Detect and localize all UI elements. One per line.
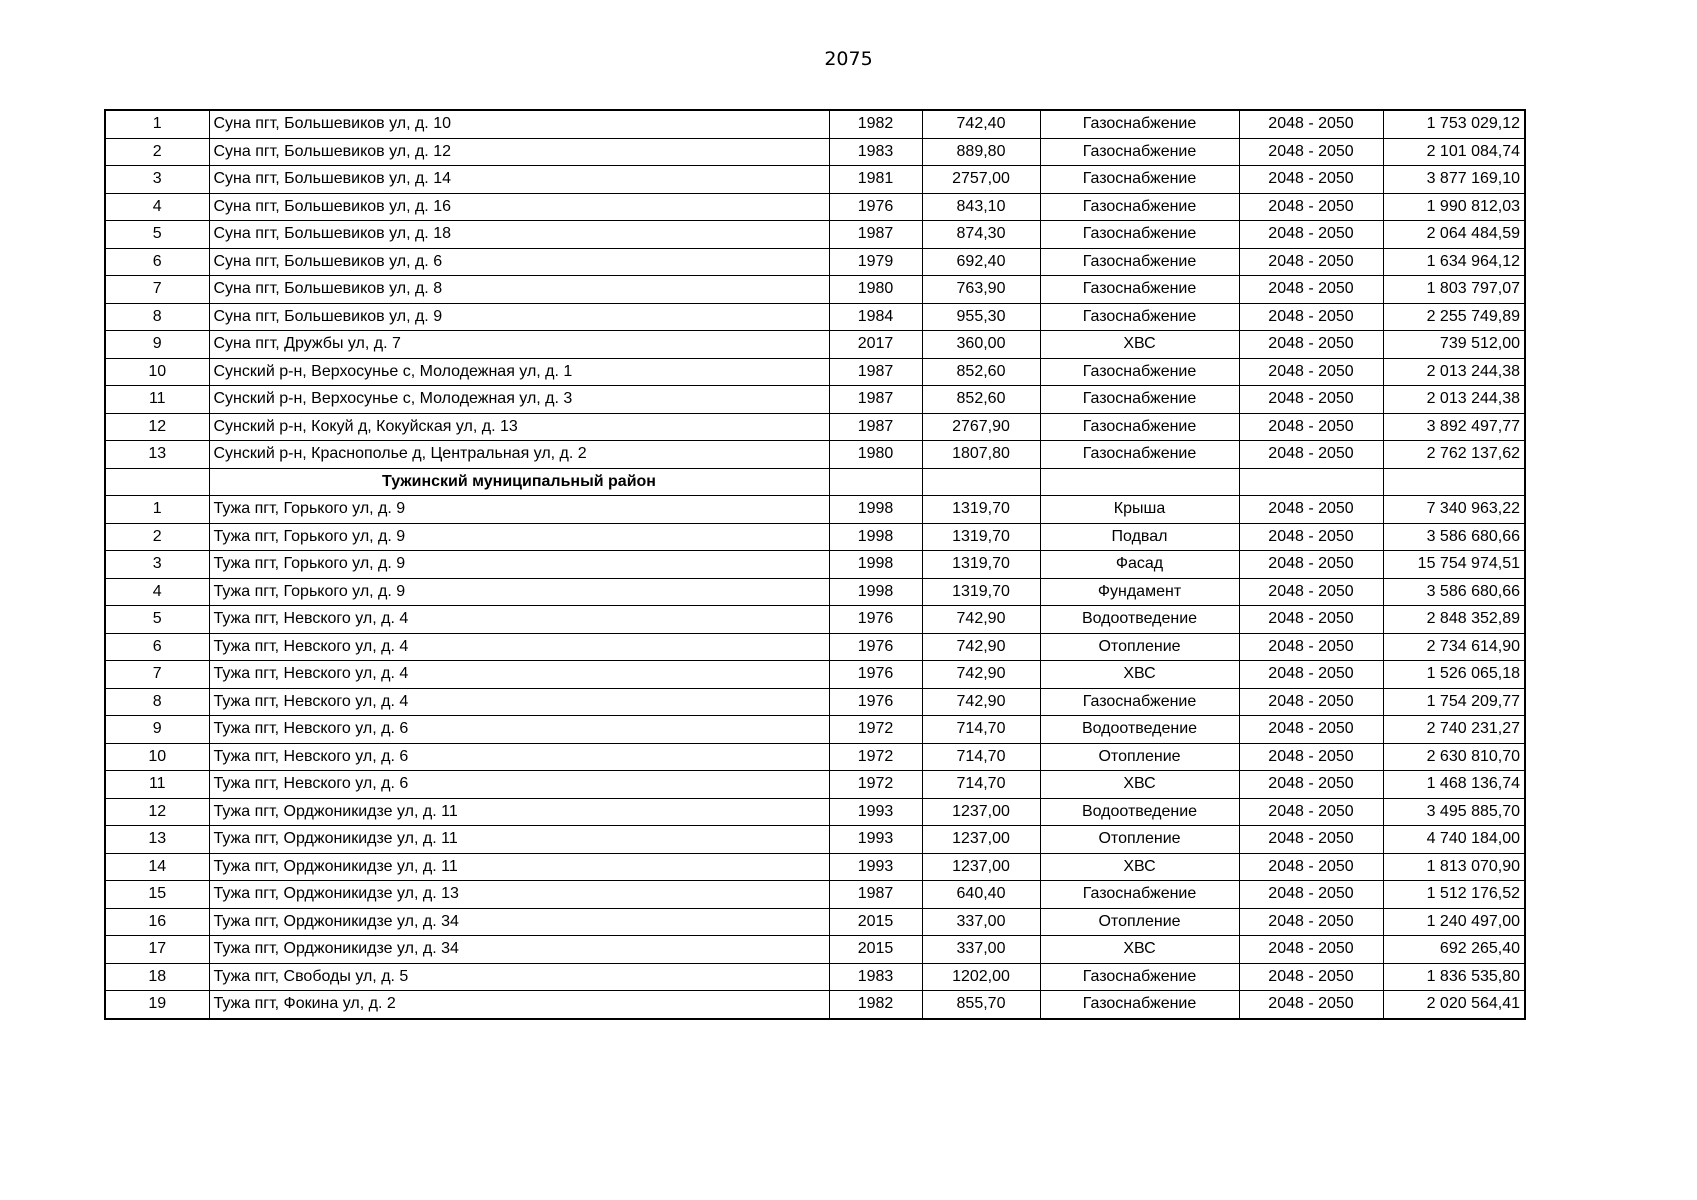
work-type-cell: Газоснабжение xyxy=(1040,221,1239,249)
table-row xyxy=(105,193,1525,221)
period-cell: 2048 - 2050 xyxy=(1239,166,1383,194)
table-row xyxy=(105,908,1525,936)
area-cell: 714,70 xyxy=(922,743,1040,771)
year-cell: 1980 xyxy=(829,276,922,304)
cost-cell: 1 526 065,18 xyxy=(1383,661,1525,689)
cost-cell: 2 013 244,38 xyxy=(1383,358,1525,386)
row-number: 3 xyxy=(105,551,209,579)
row-number: 9 xyxy=(105,331,209,359)
row-number: 1 xyxy=(105,110,209,138)
period-cell: 2048 - 2050 xyxy=(1239,551,1383,579)
row-number: 12 xyxy=(105,413,209,441)
work-type-cell: Отопление xyxy=(1040,743,1239,771)
cost-cell: 3 877 169,10 xyxy=(1383,166,1525,194)
cost-cell: 692 265,40 xyxy=(1383,936,1525,964)
year-cell: 2017 xyxy=(829,331,922,359)
period-cell: 2048 - 2050 xyxy=(1239,221,1383,249)
address-cell: Тужа пгт, Невского ул, д. 6 xyxy=(209,771,829,799)
area-cell: 874,30 xyxy=(922,221,1040,249)
table-row xyxy=(105,441,1525,469)
section-title: Тужинский муниципальный район xyxy=(209,468,829,496)
address-cell: Тужа пгт, Орджоникидзе ул, д. 34 xyxy=(209,936,829,964)
work-type-cell: ХВС xyxy=(1040,331,1239,359)
table-row xyxy=(105,963,1525,991)
work-type-cell: Водоотведение xyxy=(1040,798,1239,826)
work-type-cell: Водоотведение xyxy=(1040,716,1239,744)
area-cell: 843,10 xyxy=(922,193,1040,221)
row-number: 9 xyxy=(105,716,209,744)
year-cell: 1980 xyxy=(829,441,922,469)
table-row xyxy=(105,386,1525,414)
address-cell: Суна пгт, Большевиков ул, д. 8 xyxy=(209,276,829,304)
row-number: 8 xyxy=(105,688,209,716)
address-cell: Тужа пгт, Невского ул, д. 4 xyxy=(209,606,829,634)
period-cell: 2048 - 2050 xyxy=(1239,661,1383,689)
cost-cell: 2 020 564,41 xyxy=(1383,991,1525,1019)
work-type-cell: Газоснабжение xyxy=(1040,276,1239,304)
table-row xyxy=(105,358,1525,386)
work-type-cell: Газоснабжение xyxy=(1040,386,1239,414)
cost-cell: 3 495 885,70 xyxy=(1383,798,1525,826)
period-cell: 2048 - 2050 xyxy=(1239,633,1383,661)
area-cell: 1202,00 xyxy=(922,963,1040,991)
row-number: 14 xyxy=(105,853,209,881)
table-row xyxy=(105,110,1525,138)
table-row xyxy=(105,743,1525,771)
period-cell: 2048 - 2050 xyxy=(1239,991,1383,1019)
year-cell: 2015 xyxy=(829,936,922,964)
period-cell: 2048 - 2050 xyxy=(1239,578,1383,606)
work-type-cell: Газоснабжение xyxy=(1040,138,1239,166)
row-number: 10 xyxy=(105,358,209,386)
cost-cell xyxy=(1383,468,1525,496)
year-cell: 1976 xyxy=(829,606,922,634)
period-cell: 2048 - 2050 xyxy=(1239,936,1383,964)
row-number: 3 xyxy=(105,166,209,194)
address-cell: Тужа пгт, Фокина ул, д. 2 xyxy=(209,991,829,1019)
area-cell: 852,60 xyxy=(922,358,1040,386)
row-number xyxy=(105,468,209,496)
address-cell: Сунский р-н, Кокуй д, Кокуйская ул, д. 13 xyxy=(209,413,829,441)
row-number: 5 xyxy=(105,221,209,249)
row-number: 4 xyxy=(105,193,209,221)
row-number: 17 xyxy=(105,936,209,964)
cost-cell: 1 813 070,90 xyxy=(1383,853,1525,881)
row-number: 1 xyxy=(105,496,209,524)
year-cell: 1979 xyxy=(829,248,922,276)
period-cell: 2048 - 2050 xyxy=(1239,496,1383,524)
area-cell: 742,90 xyxy=(922,606,1040,634)
year-cell: 1976 xyxy=(829,633,922,661)
address-cell: Суна пгт, Большевиков ул, д. 14 xyxy=(209,166,829,194)
year-cell: 1981 xyxy=(829,166,922,194)
table-row xyxy=(105,798,1525,826)
row-number: 19 xyxy=(105,991,209,1019)
area-cell: 1237,00 xyxy=(922,826,1040,854)
work-type-cell: Газоснабжение xyxy=(1040,248,1239,276)
area-cell: 337,00 xyxy=(922,908,1040,936)
table-row xyxy=(105,991,1525,1019)
row-number: 18 xyxy=(105,963,209,991)
cost-cell: 2 101 084,74 xyxy=(1383,138,1525,166)
period-cell: 2048 - 2050 xyxy=(1239,523,1383,551)
year-cell: 1984 xyxy=(829,303,922,331)
year-cell: 1983 xyxy=(829,138,922,166)
row-number: 5 xyxy=(105,606,209,634)
cost-cell: 1 990 812,03 xyxy=(1383,193,1525,221)
work-type-cell: Газоснабжение xyxy=(1040,110,1239,138)
work-type-cell: Газоснабжение xyxy=(1040,166,1239,194)
area-cell: 1319,70 xyxy=(922,496,1040,524)
table-row xyxy=(105,331,1525,359)
address-cell: Тужа пгт, Орджоникидзе ул, д. 13 xyxy=(209,881,829,909)
work-type-cell: Фундамент xyxy=(1040,578,1239,606)
period-cell: 2048 - 2050 xyxy=(1239,441,1383,469)
year-cell: 1972 xyxy=(829,743,922,771)
period-cell xyxy=(1239,468,1383,496)
address-cell: Суна пгт, Дружбы ул, д. 7 xyxy=(209,331,829,359)
year-cell: 1987 xyxy=(829,881,922,909)
period-cell: 2048 - 2050 xyxy=(1239,881,1383,909)
cost-cell: 1 754 209,77 xyxy=(1383,688,1525,716)
row-number: 8 xyxy=(105,303,209,331)
table-row xyxy=(105,826,1525,854)
area-cell: 763,90 xyxy=(922,276,1040,304)
year-cell: 1987 xyxy=(829,413,922,441)
address-cell: Тужа пгт, Невского ул, д. 4 xyxy=(209,661,829,689)
page-number: 2075 xyxy=(824,48,873,70)
table-row xyxy=(105,166,1525,194)
area-cell: 337,00 xyxy=(922,936,1040,964)
table-row xyxy=(105,716,1525,744)
registry-body xyxy=(105,110,1525,1019)
table-row xyxy=(105,578,1525,606)
period-cell: 2048 - 2050 xyxy=(1239,853,1383,881)
row-number: 10 xyxy=(105,743,209,771)
cost-cell: 2 734 614,90 xyxy=(1383,633,1525,661)
work-type-cell: Газоснабжение xyxy=(1040,413,1239,441)
area-cell: 714,70 xyxy=(922,771,1040,799)
cost-cell: 4 740 184,00 xyxy=(1383,826,1525,854)
table-row xyxy=(105,413,1525,441)
period-cell: 2048 - 2050 xyxy=(1239,963,1383,991)
work-type-cell: Газоснабжение xyxy=(1040,688,1239,716)
address-cell: Тужа пгт, Невского ул, д. 6 xyxy=(209,743,829,771)
work-type-cell: Отопление xyxy=(1040,826,1239,854)
table-row xyxy=(105,221,1525,249)
area-cell: 742,90 xyxy=(922,633,1040,661)
year-cell: 1983 xyxy=(829,963,922,991)
year-cell: 1987 xyxy=(829,358,922,386)
section-header-row xyxy=(105,468,1525,496)
row-number: 13 xyxy=(105,826,209,854)
period-cell: 2048 - 2050 xyxy=(1239,303,1383,331)
table-row xyxy=(105,661,1525,689)
year-cell: 1976 xyxy=(829,193,922,221)
cost-cell: 2 013 244,38 xyxy=(1383,386,1525,414)
cost-cell: 1 634 964,12 xyxy=(1383,248,1525,276)
address-cell: Суна пгт, Большевиков ул, д. 16 xyxy=(209,193,829,221)
year-cell: 1993 xyxy=(829,798,922,826)
area-cell: 742,90 xyxy=(922,661,1040,689)
address-cell: Тужа пгт, Горького ул, д. 9 xyxy=(209,523,829,551)
address-cell: Тужа пгт, Невского ул, д. 6 xyxy=(209,716,829,744)
year-cell: 1987 xyxy=(829,221,922,249)
row-number: 2 xyxy=(105,138,209,166)
row-number: 13 xyxy=(105,441,209,469)
table-row xyxy=(105,523,1525,551)
area-cell: 742,90 xyxy=(922,688,1040,716)
table-row xyxy=(105,138,1525,166)
work-type-cell: Подвал xyxy=(1040,523,1239,551)
year-cell: 1976 xyxy=(829,661,922,689)
row-number: 4 xyxy=(105,578,209,606)
table-row xyxy=(105,496,1525,524)
year-cell: 1972 xyxy=(829,716,922,744)
period-cell: 2048 - 2050 xyxy=(1239,826,1383,854)
work-type-cell xyxy=(1040,468,1239,496)
table-row xyxy=(105,771,1525,799)
address-cell: Тужа пгт, Орджоникидзе ул, д. 11 xyxy=(209,826,829,854)
period-cell: 2048 - 2050 xyxy=(1239,276,1383,304)
row-number: 2 xyxy=(105,523,209,551)
row-number: 11 xyxy=(105,771,209,799)
year-cell: 1993 xyxy=(829,826,922,854)
table-row xyxy=(105,276,1525,304)
area-cell: 742,40 xyxy=(922,110,1040,138)
cost-cell: 3 586 680,66 xyxy=(1383,578,1525,606)
address-cell: Тужа пгт, Невского ул, д. 4 xyxy=(209,688,829,716)
area-cell: 955,30 xyxy=(922,303,1040,331)
period-cell: 2048 - 2050 xyxy=(1239,716,1383,744)
work-type-cell: ХВС xyxy=(1040,853,1239,881)
work-type-cell: Газоснабжение xyxy=(1040,991,1239,1019)
address-cell: Тужа пгт, Орджоникидзе ул, д. 11 xyxy=(209,798,829,826)
address-cell: Тужа пгт, Орджоникидзе ул, д. 11 xyxy=(209,853,829,881)
area-cell: 1319,70 xyxy=(922,523,1040,551)
cost-cell: 2 762 137,62 xyxy=(1383,441,1525,469)
work-type-cell: Газоснабжение xyxy=(1040,303,1239,331)
cost-cell: 1 240 497,00 xyxy=(1383,908,1525,936)
period-cell: 2048 - 2050 xyxy=(1239,110,1383,138)
table-row xyxy=(105,606,1525,634)
area-cell: 1319,70 xyxy=(922,578,1040,606)
cost-cell: 3 892 497,77 xyxy=(1383,413,1525,441)
work-type-cell: Газоснабжение xyxy=(1040,963,1239,991)
row-number: 16 xyxy=(105,908,209,936)
work-type-cell: Газоснабжение xyxy=(1040,358,1239,386)
registry-table xyxy=(104,109,1526,1020)
address-cell: Тужа пгт, Невского ул, д. 4 xyxy=(209,633,829,661)
table-row xyxy=(105,936,1525,964)
table-row xyxy=(105,881,1525,909)
address-cell: Суна пгт, Большевиков ул, д. 9 xyxy=(209,303,829,331)
area-cell: 855,70 xyxy=(922,991,1040,1019)
address-cell: Сунский р-н, Верхосунье с, Молодежная ул, д. 1 xyxy=(209,358,829,386)
address-cell: Суна пгт, Большевиков ул, д. 12 xyxy=(209,138,829,166)
year-cell xyxy=(829,468,922,496)
cost-cell: 2 740 231,27 xyxy=(1383,716,1525,744)
cost-cell: 1 512 176,52 xyxy=(1383,881,1525,909)
year-cell: 1998 xyxy=(829,523,922,551)
work-type-cell: Отопление xyxy=(1040,633,1239,661)
cost-cell: 2 630 810,70 xyxy=(1383,743,1525,771)
period-cell: 2048 - 2050 xyxy=(1239,138,1383,166)
period-cell: 2048 - 2050 xyxy=(1239,386,1383,414)
period-cell: 2048 - 2050 xyxy=(1239,798,1383,826)
year-cell: 1998 xyxy=(829,551,922,579)
work-type-cell: Газоснабжение xyxy=(1040,441,1239,469)
address-cell: Тужа пгт, Горького ул, д. 9 xyxy=(209,496,829,524)
table-row xyxy=(105,853,1525,881)
period-cell: 2048 - 2050 xyxy=(1239,771,1383,799)
cost-cell: 2 848 352,89 xyxy=(1383,606,1525,634)
cost-cell: 15 754 974,51 xyxy=(1383,551,1525,579)
area-cell: 2767,90 xyxy=(922,413,1040,441)
row-number: 6 xyxy=(105,633,209,661)
area-cell: 1319,70 xyxy=(922,551,1040,579)
work-type-cell: ХВС xyxy=(1040,661,1239,689)
table-row xyxy=(105,303,1525,331)
row-number: 15 xyxy=(105,881,209,909)
area-cell: 714,70 xyxy=(922,716,1040,744)
area-cell: 1237,00 xyxy=(922,853,1040,881)
address-cell: Тужа пгт, Горького ул, д. 9 xyxy=(209,551,829,579)
address-cell: Тужа пгт, Горького ул, д. 9 xyxy=(209,578,829,606)
area-cell: 1807,80 xyxy=(922,441,1040,469)
work-type-cell: Отопление xyxy=(1040,908,1239,936)
cost-cell: 3 586 680,66 xyxy=(1383,523,1525,551)
period-cell: 2048 - 2050 xyxy=(1239,688,1383,716)
row-number: 11 xyxy=(105,386,209,414)
address-cell: Суна пгт, Большевиков ул, д. 6 xyxy=(209,248,829,276)
work-type-cell: Газоснабжение xyxy=(1040,193,1239,221)
area-cell: 889,80 xyxy=(922,138,1040,166)
address-cell: Сунский р-н, Краснополье д, Центральная ул, д. 2 xyxy=(209,441,829,469)
work-type-cell: ХВС xyxy=(1040,936,1239,964)
area-cell: 640,40 xyxy=(922,881,1040,909)
address-cell: Суна пгт, Большевиков ул, д. 10 xyxy=(209,110,829,138)
table-row xyxy=(105,248,1525,276)
period-cell: 2048 - 2050 xyxy=(1239,606,1383,634)
cost-cell: 1 836 535,80 xyxy=(1383,963,1525,991)
table-row xyxy=(105,551,1525,579)
period-cell: 2048 - 2050 xyxy=(1239,908,1383,936)
work-type-cell: Водоотведение xyxy=(1040,606,1239,634)
cost-cell: 7 340 963,22 xyxy=(1383,496,1525,524)
area-cell: 1237,00 xyxy=(922,798,1040,826)
cost-cell: 1 803 797,07 xyxy=(1383,276,1525,304)
table-row xyxy=(105,633,1525,661)
area-cell xyxy=(922,468,1040,496)
work-type-cell: Фасад xyxy=(1040,551,1239,579)
work-type-cell: ХВС xyxy=(1040,771,1239,799)
row-number: 12 xyxy=(105,798,209,826)
work-type-cell: Газоснабжение xyxy=(1040,881,1239,909)
period-cell: 2048 - 2050 xyxy=(1239,331,1383,359)
area-cell: 852,60 xyxy=(922,386,1040,414)
year-cell: 1972 xyxy=(829,771,922,799)
period-cell: 2048 - 2050 xyxy=(1239,193,1383,221)
year-cell: 1982 xyxy=(829,110,922,138)
year-cell: 1998 xyxy=(829,578,922,606)
cost-cell: 1 468 136,74 xyxy=(1383,771,1525,799)
period-cell: 2048 - 2050 xyxy=(1239,248,1383,276)
table-row xyxy=(105,688,1525,716)
row-number: 7 xyxy=(105,661,209,689)
cost-cell: 1 753 029,12 xyxy=(1383,110,1525,138)
area-cell: 360,00 xyxy=(922,331,1040,359)
address-cell: Сунский р-н, Верхосунье с, Молодежная ул, д. 3 xyxy=(209,386,829,414)
row-number: 6 xyxy=(105,248,209,276)
year-cell: 1987 xyxy=(829,386,922,414)
area-cell: 2757,00 xyxy=(922,166,1040,194)
period-cell: 2048 - 2050 xyxy=(1239,743,1383,771)
address-cell: Суна пгт, Большевиков ул, д. 18 xyxy=(209,221,829,249)
year-cell: 1993 xyxy=(829,853,922,881)
period-cell: 2048 - 2050 xyxy=(1239,358,1383,386)
year-cell: 1982 xyxy=(829,991,922,1019)
year-cell: 1976 xyxy=(829,688,922,716)
year-cell: 2015 xyxy=(829,908,922,936)
address-cell: Тужа пгт, Орджоникидзе ул, д. 34 xyxy=(209,908,829,936)
period-cell: 2048 - 2050 xyxy=(1239,413,1383,441)
year-cell: 1998 xyxy=(829,496,922,524)
cost-cell: 2 255 749,89 xyxy=(1383,303,1525,331)
row-number: 7 xyxy=(105,276,209,304)
work-type-cell: Крыша xyxy=(1040,496,1239,524)
cost-cell: 2 064 484,59 xyxy=(1383,221,1525,249)
area-cell: 692,40 xyxy=(922,248,1040,276)
address-cell: Тужа пгт, Свободы ул, д. 5 xyxy=(209,963,829,991)
cost-cell: 739 512,00 xyxy=(1383,331,1525,359)
